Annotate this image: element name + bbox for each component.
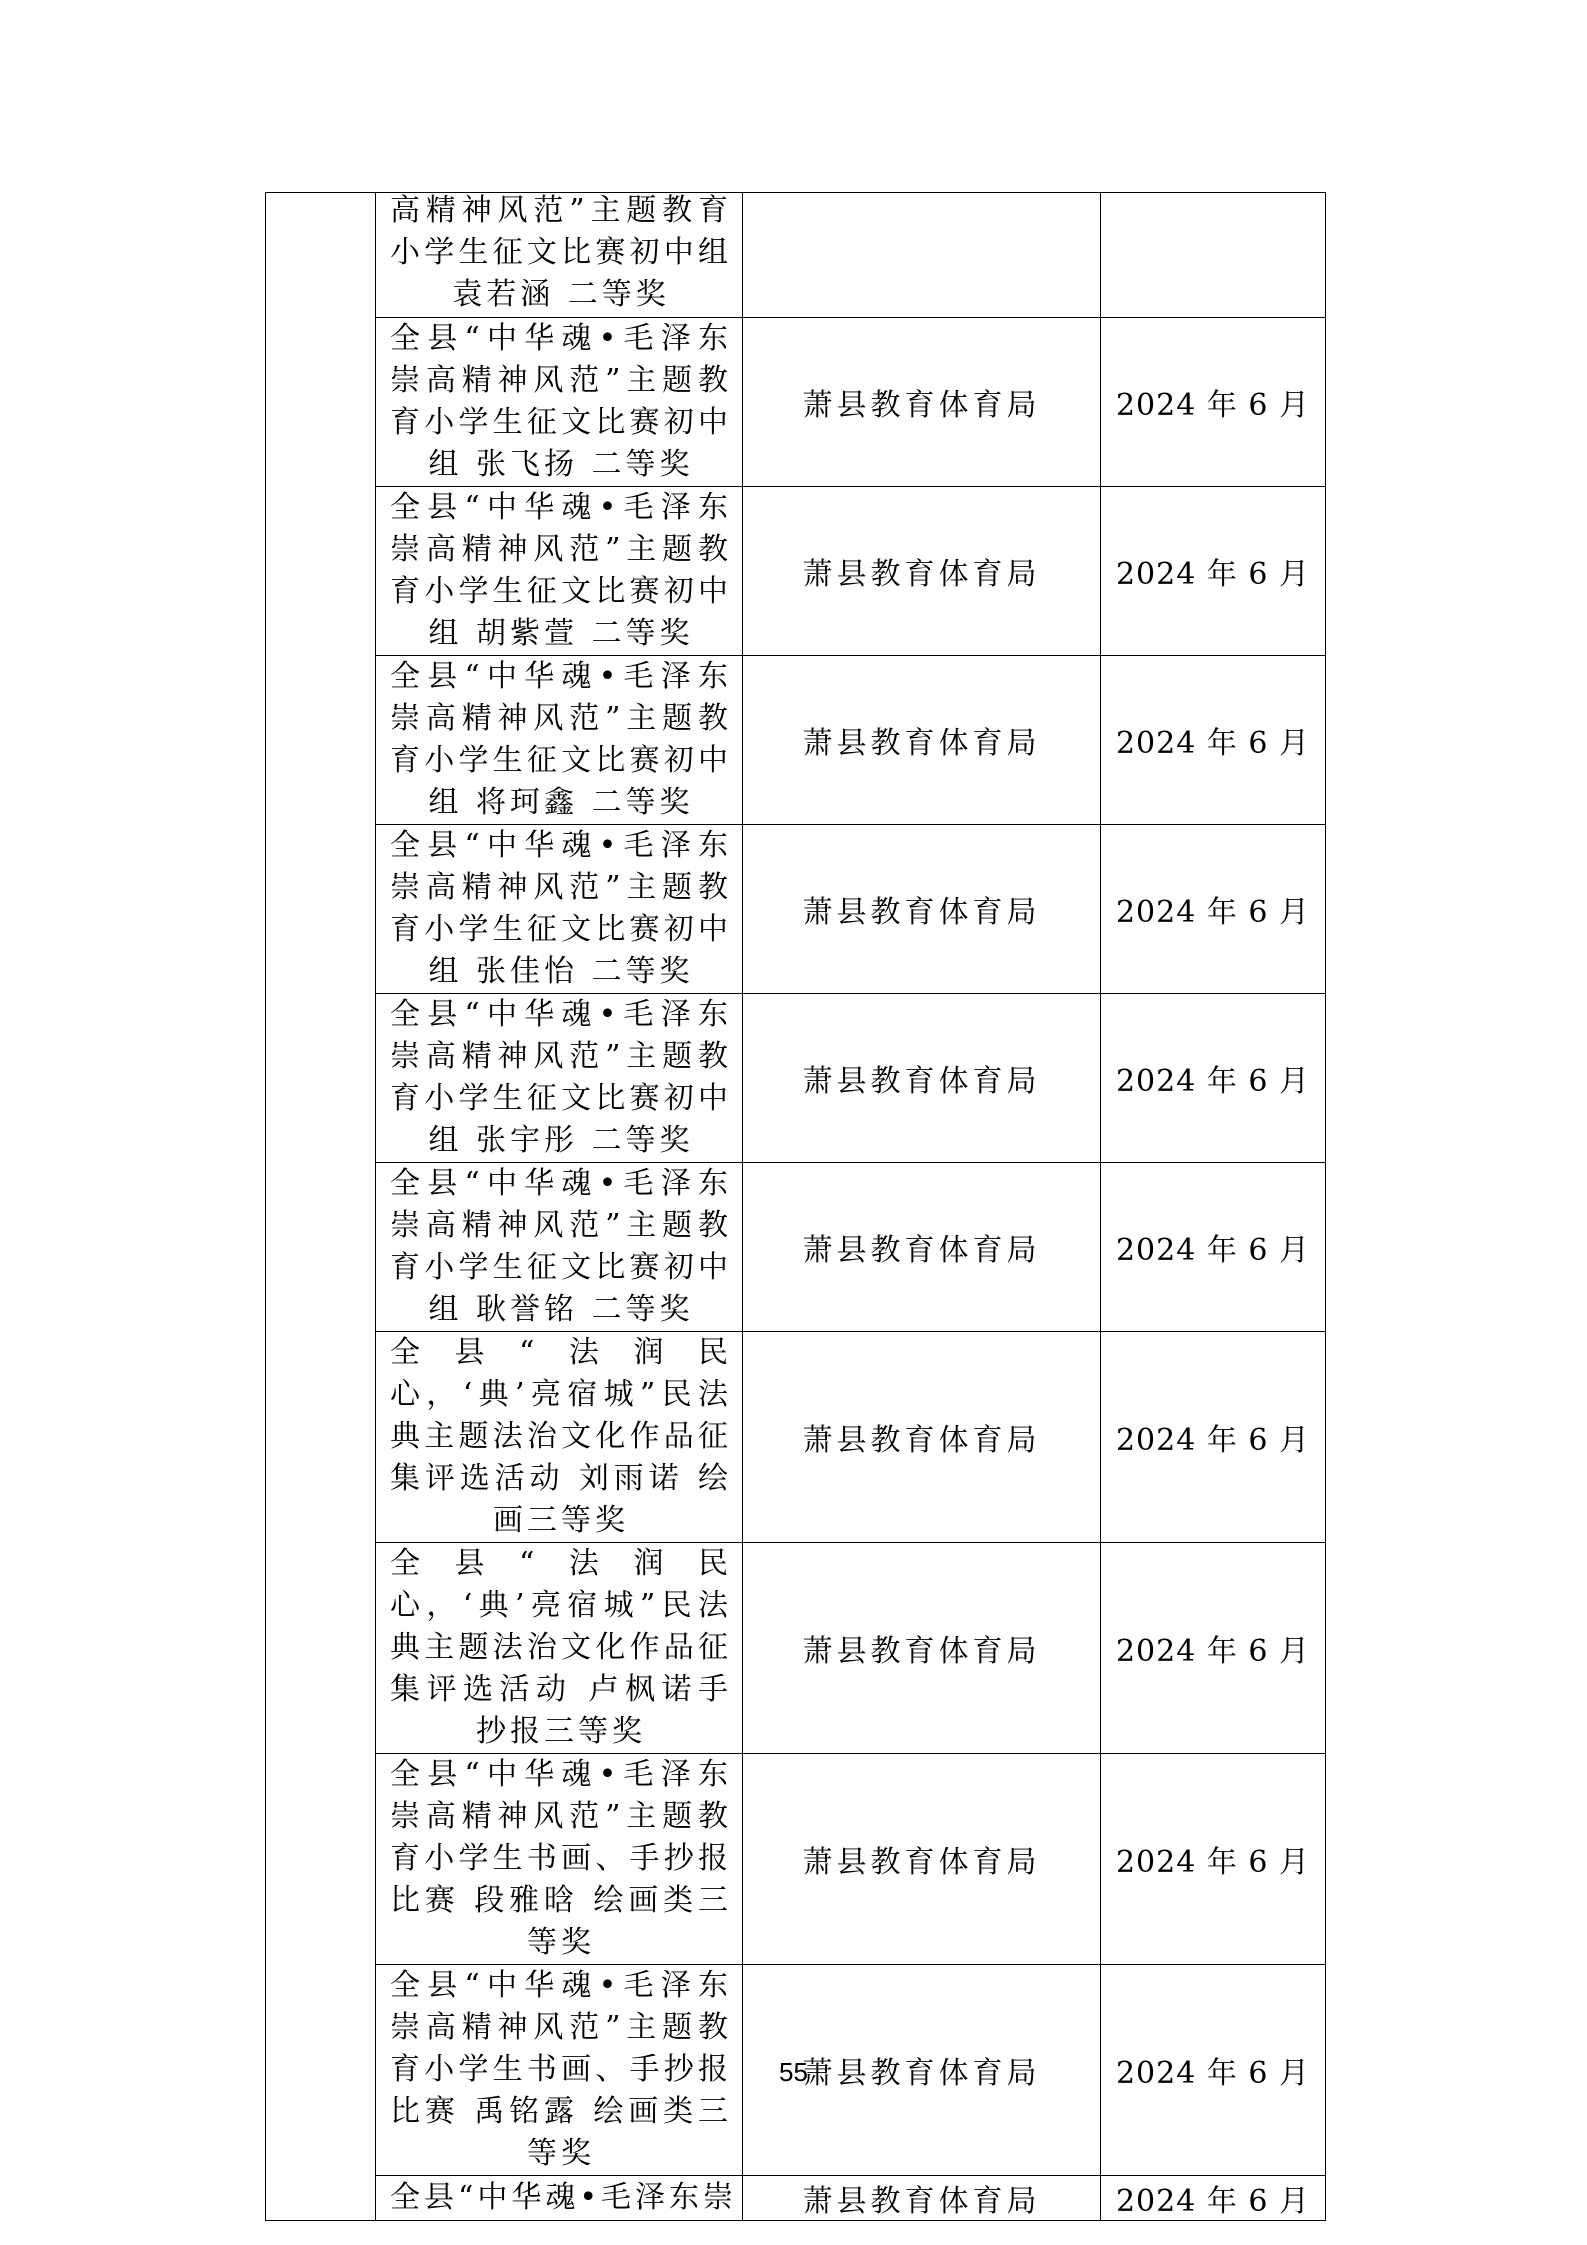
table-row (266, 1754, 1326, 1965)
date-text: 2024 年 6 月 (1115, 1845, 1311, 1880)
merged-left-cell (266, 193, 376, 2221)
issuer-cell (743, 318, 1101, 487)
award-text: 全县“中华魂•毛泽东崇 (390, 2180, 738, 2215)
issuer-text: 萧县教育体育局 (802, 1064, 1041, 1099)
issuer-text: 萧县教育体育局 (802, 1423, 1041, 1458)
issuer-cell (743, 1163, 1101, 1332)
page-number: 55 (779, 2057, 808, 2087)
issuer-cell (743, 1332, 1101, 1543)
table-row (266, 318, 1326, 487)
issuer-cell (743, 825, 1101, 994)
date-cell (1101, 1332, 1326, 1543)
award-text: 全县“中华魂•毛泽东崇高精神风范”主题教育小学生征文比赛初中组 将珂鑫 二等奖 (390, 659, 732, 820)
issuer-cell (743, 656, 1101, 825)
award-text: 高精神风范”主题教育小学生征文比赛初中组 袁若涵 二等奖 (390, 193, 732, 312)
award-cell (376, 1163, 743, 1332)
table-row (266, 2176, 1326, 2221)
award-text: 全县“中华魂•毛泽东崇高精神风范”主题教育小学生书画、手抄报比赛 禹铭露 绘画类三等奖 (390, 1968, 732, 2171)
issuer-cell (743, 193, 1101, 318)
issuer-text: 萧县教育体育局 (802, 388, 1041, 423)
issuer-text: 萧县教育体育局 (802, 1845, 1041, 1880)
issuer-text: 萧县教育体育局 (802, 1634, 1041, 1669)
award-cell (376, 825, 743, 994)
award-cell (376, 1543, 743, 1754)
date-text: 2024 年 6 月 (1115, 2184, 1311, 2219)
date-cell (1101, 193, 1326, 318)
date-text: 2024 年 6 月 (1115, 2056, 1311, 2091)
date-cell (1101, 1163, 1326, 1332)
award-cell (376, 994, 743, 1163)
award-cell (376, 193, 743, 318)
date-text: 2024 年 6 月 (1115, 895, 1311, 930)
award-cell (376, 487, 743, 656)
table-row (266, 656, 1326, 825)
table-row (266, 994, 1326, 1163)
award-text: 全县“中华魂•毛泽东崇高精神风范”主题教育小学生征文比赛初中组 张宇彤 二等奖 (390, 997, 732, 1158)
date-cell (1101, 318, 1326, 487)
award-cell (376, 656, 743, 825)
table-row (266, 1332, 1326, 1543)
issuer-cell (743, 487, 1101, 656)
issuer-text: 萧县教育体育局 (802, 2056, 1041, 2091)
issuer-text: 萧县教育体育局 (802, 2184, 1041, 2219)
date-text: 2024 年 6 月 (1115, 1064, 1311, 1099)
issuer-text: 萧县教育体育局 (802, 557, 1041, 592)
date-cell (1101, 656, 1326, 825)
issuer-cell (743, 2176, 1101, 2221)
date-text: 2024 年 6 月 (1115, 1423, 1311, 1458)
award-cell (376, 318, 743, 487)
date-cell (1101, 994, 1326, 1163)
issuer-cell (743, 1754, 1101, 1965)
award-text: 全县“法润民心，‘典’亮宿城”民法典主题法治文化作品征集评选活动 刘雨诺 绘画三等奖 (390, 1335, 732, 1538)
issuer-text: 萧县教育体育局 (802, 726, 1041, 761)
date-cell (1101, 1543, 1326, 1754)
award-text: 全县“中华魂•毛泽东崇高精神风范”主题教育小学生书画、手抄报比赛 段雅晗 绘画类三等奖 (390, 1757, 732, 1960)
award-cell (376, 1332, 743, 1543)
table-row (266, 193, 1326, 318)
date-text: 2024 年 6 月 (1115, 557, 1311, 592)
date-cell (1101, 1754, 1326, 1965)
date-text: 2024 年 6 月 (1115, 1634, 1311, 1669)
award-text: 全县“中华魂•毛泽东崇高精神风范”主题教育小学生征文比赛初中组 胡紫萱 二等奖 (390, 490, 732, 651)
issuer-text: 萧县教育体育局 (802, 895, 1041, 930)
date-text: 2024 年 6 月 (1115, 726, 1311, 761)
issuer-cell (743, 994, 1101, 1163)
table-row (266, 487, 1326, 656)
award-text: 全县“中华魂•毛泽东崇高精神风范”主题教育小学生征文比赛初中组 耿誉铭 二等奖 (390, 1166, 732, 1327)
award-text: 全县“中华魂•毛泽东崇高精神风范”主题教育小学生征文比赛初中组 张佳怡 二等奖 (390, 828, 732, 989)
table-row (266, 1543, 1326, 1754)
date-text: 2024 年 6 月 (1115, 1233, 1311, 1268)
table-row (266, 825, 1326, 994)
award-cell (376, 1754, 743, 1965)
award-text: 全县“法润民心，‘典’亮宿城”民法典主题法治文化作品征集评选活动 卢枫诺手抄报三等奖 (390, 1546, 732, 1749)
issuer-text: 萧县教育体育局 (802, 1233, 1041, 1268)
table-row (266, 1163, 1326, 1332)
date-cell (1101, 487, 1326, 656)
award-cell (376, 2176, 743, 2221)
date-cell (1101, 2176, 1326, 2221)
award-table (265, 192, 1326, 2221)
award-text: 全县“中华魂•毛泽东崇高精神风范”主题教育小学生征文比赛初中组 张飞扬 二等奖 (390, 321, 732, 482)
issuer-cell (743, 1543, 1101, 1754)
date-cell (1101, 825, 1326, 994)
date-text: 2024 年 6 月 (1115, 388, 1311, 423)
